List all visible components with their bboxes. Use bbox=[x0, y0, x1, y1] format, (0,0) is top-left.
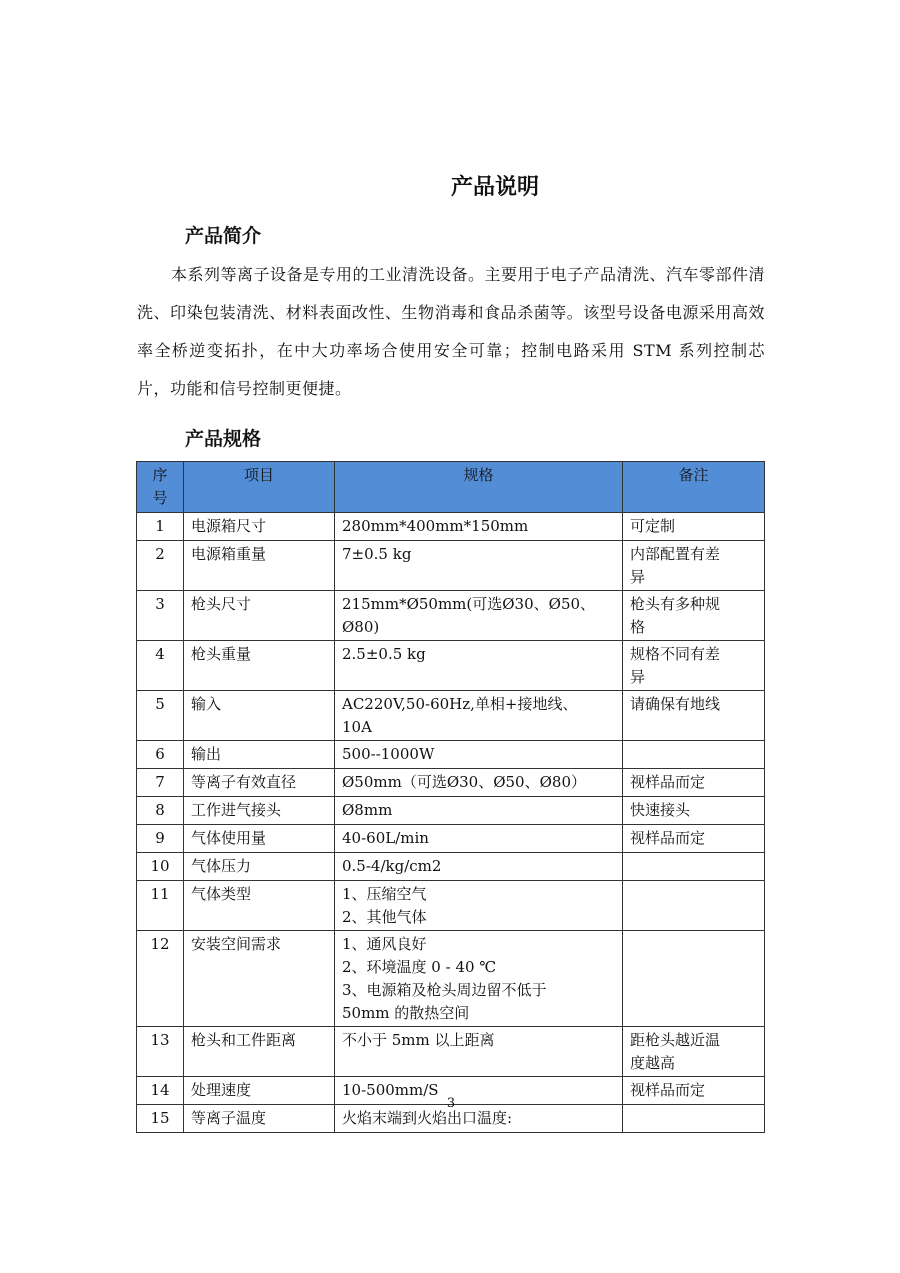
table-row bbox=[137, 741, 765, 769]
note-line: 可定制 bbox=[630, 517, 676, 535]
page-number: 3 bbox=[446, 1096, 456, 1111]
column-header-spec: 规格 bbox=[335, 462, 623, 513]
row-item: 输出 bbox=[184, 741, 335, 769]
row-spec bbox=[335, 797, 623, 825]
spec-line: 2、环境温度 0 - 40 ℃ bbox=[342, 958, 497, 976]
table-row bbox=[137, 825, 765, 853]
note-line: 视样品而定 bbox=[630, 773, 706, 791]
note-line: 异 bbox=[630, 568, 646, 586]
row-number: 6 bbox=[137, 741, 184, 769]
spec-line: 10A bbox=[342, 718, 372, 736]
row-item: 等离子有效直径 bbox=[184, 769, 335, 797]
row-spec bbox=[335, 931, 623, 1027]
row-note bbox=[623, 825, 765, 853]
spec-line: 不小于 5mm 以上距离 bbox=[342, 1031, 495, 1049]
row-number: 5 bbox=[137, 691, 184, 741]
spec-line: 50mm 的散热空间 bbox=[342, 1004, 470, 1022]
note-line bbox=[630, 933, 757, 956]
spec-line: 火焰末端到火焰出口温度: bbox=[342, 1109, 513, 1127]
row-item: 气体使用量 bbox=[184, 825, 335, 853]
note-line: 异 bbox=[630, 668, 646, 686]
spec-line: 215mm*Ø50mm(可选Ø30、Ø50、Ø80) bbox=[342, 595, 596, 636]
table-row bbox=[137, 769, 765, 797]
table-row bbox=[137, 691, 765, 741]
table-row bbox=[137, 541, 765, 591]
row-spec bbox=[335, 1027, 623, 1077]
spec-line: 7±0.5 kg bbox=[342, 545, 412, 563]
note-line: 度越高 bbox=[630, 1054, 676, 1072]
row-number: 1 bbox=[137, 513, 184, 541]
column-header-item: 项目 bbox=[184, 462, 335, 513]
row-note bbox=[623, 1027, 765, 1077]
intro-paragraph: 本系列等离子设备是专用的工业清洗设备。主要用于电子产品清洗、汽车零部件清洗、印染包装清洗、材料表面改性、生物消毒和食品杀菌等。该型号设备电源采用高效率全桥逆变拓扑，在中大功率场合使用安全可靠；控制电路采用 STM 系列控制芯片，功能和信号控制更便捷。 bbox=[137, 265, 766, 398]
row-note bbox=[623, 741, 765, 769]
note-line bbox=[630, 855, 757, 878]
spec-line: 1、通风良好 bbox=[342, 935, 427, 953]
table-row bbox=[137, 931, 765, 1027]
column-header-no-label: 序号 bbox=[152, 466, 168, 507]
row-item: 工作进气接头 bbox=[184, 797, 335, 825]
row-note bbox=[623, 769, 765, 797]
table-row bbox=[137, 591, 765, 641]
note-line bbox=[630, 883, 757, 906]
note-line: 枪头有多种规 bbox=[630, 595, 721, 613]
row-spec bbox=[335, 513, 623, 541]
row-note bbox=[623, 591, 765, 641]
row-spec bbox=[335, 641, 623, 691]
row-note bbox=[623, 641, 765, 691]
row-spec bbox=[335, 853, 623, 881]
column-header-no bbox=[137, 462, 184, 513]
table-row bbox=[137, 641, 765, 691]
spec-line: 0.5-4/kg/cm2 bbox=[342, 857, 442, 875]
row-number: 12 bbox=[137, 931, 184, 1027]
row-note bbox=[623, 691, 765, 741]
table-row bbox=[137, 881, 765, 931]
note-line: 快速接头 bbox=[630, 801, 691, 819]
row-number: 15 bbox=[137, 1105, 184, 1133]
row-item: 输入 bbox=[184, 691, 335, 741]
spec-line: 40-60L/min bbox=[342, 829, 429, 847]
row-note bbox=[623, 513, 765, 541]
row-spec bbox=[335, 741, 623, 769]
row-note bbox=[623, 541, 765, 591]
spec-line: 10-500mm/S bbox=[342, 1081, 439, 1099]
section-heading-spec: 产品规格 bbox=[185, 428, 262, 450]
row-number: 8 bbox=[137, 797, 184, 825]
row-item: 枪头重量 bbox=[184, 641, 335, 691]
row-item: 电源箱尺寸 bbox=[184, 513, 335, 541]
row-item: 电源箱重量 bbox=[184, 541, 335, 591]
table-row bbox=[137, 1027, 765, 1077]
note-line bbox=[630, 743, 757, 766]
note-line: 视样品而定 bbox=[630, 829, 706, 847]
table-row bbox=[137, 513, 765, 541]
spec-line: 1、压缩空气 bbox=[342, 885, 427, 903]
spec-line: 280mm*400mm*150mm bbox=[342, 517, 529, 535]
spec-line: 2、其他气体 bbox=[342, 908, 427, 926]
row-note bbox=[623, 881, 765, 931]
note-line: 格 bbox=[630, 618, 646, 636]
document-title: 产品说明 bbox=[450, 175, 539, 200]
row-item: 安装空间需求 bbox=[184, 931, 335, 1027]
table-row bbox=[137, 797, 765, 825]
row-spec bbox=[335, 825, 623, 853]
spec-line: AC220V,50-60Hz,单相+接地线、 bbox=[342, 695, 578, 713]
row-spec bbox=[335, 769, 623, 797]
table-row bbox=[137, 853, 765, 881]
row-spec bbox=[335, 691, 623, 741]
spec-line: 3、电源箱及枪头周边留不低于 bbox=[342, 981, 547, 999]
row-item: 等离子温度 bbox=[184, 1105, 335, 1133]
row-item: 气体压力 bbox=[184, 853, 335, 881]
row-item: 处理速度 bbox=[184, 1077, 335, 1105]
section-heading-intro: 产品简介 bbox=[185, 225, 262, 247]
row-number: 9 bbox=[137, 825, 184, 853]
row-note bbox=[623, 931, 765, 1027]
row-spec bbox=[335, 541, 623, 591]
row-number: 11 bbox=[137, 881, 184, 931]
row-number: 13 bbox=[137, 1027, 184, 1077]
spec-table bbox=[136, 461, 765, 1133]
row-item: 枪头和工件距离 bbox=[184, 1027, 335, 1077]
spec-line: Ø8mm bbox=[342, 801, 393, 819]
spec-line: Ø50mm（可选Ø30、Ø50、Ø80） bbox=[342, 773, 586, 791]
row-note bbox=[623, 853, 765, 881]
row-number: 10 bbox=[137, 853, 184, 881]
table-header-row bbox=[137, 462, 765, 513]
row-item: 枪头尺寸 bbox=[184, 591, 335, 641]
row-item: 气体类型 bbox=[184, 881, 335, 931]
row-spec bbox=[335, 591, 623, 641]
row-number: 4 bbox=[137, 641, 184, 691]
row-number: 2 bbox=[137, 541, 184, 591]
row-number: 7 bbox=[137, 769, 184, 797]
row-number: 14 bbox=[137, 1077, 184, 1105]
note-line: 请确保有地线 bbox=[630, 695, 721, 713]
note-line: 内部配置有差 bbox=[630, 545, 721, 563]
note-line: 距枪头越近温 bbox=[630, 1031, 721, 1049]
row-note bbox=[623, 797, 765, 825]
spec-line: 500--1000W bbox=[342, 745, 435, 763]
column-header-note: 备注 bbox=[623, 462, 765, 513]
row-spec bbox=[335, 881, 623, 931]
note-line: 规格不同有差 bbox=[630, 645, 721, 663]
note-line: 视样品而定 bbox=[630, 1081, 706, 1099]
row-number: 3 bbox=[137, 591, 184, 641]
spec-line: 2.5±0.5 kg bbox=[342, 645, 426, 663]
